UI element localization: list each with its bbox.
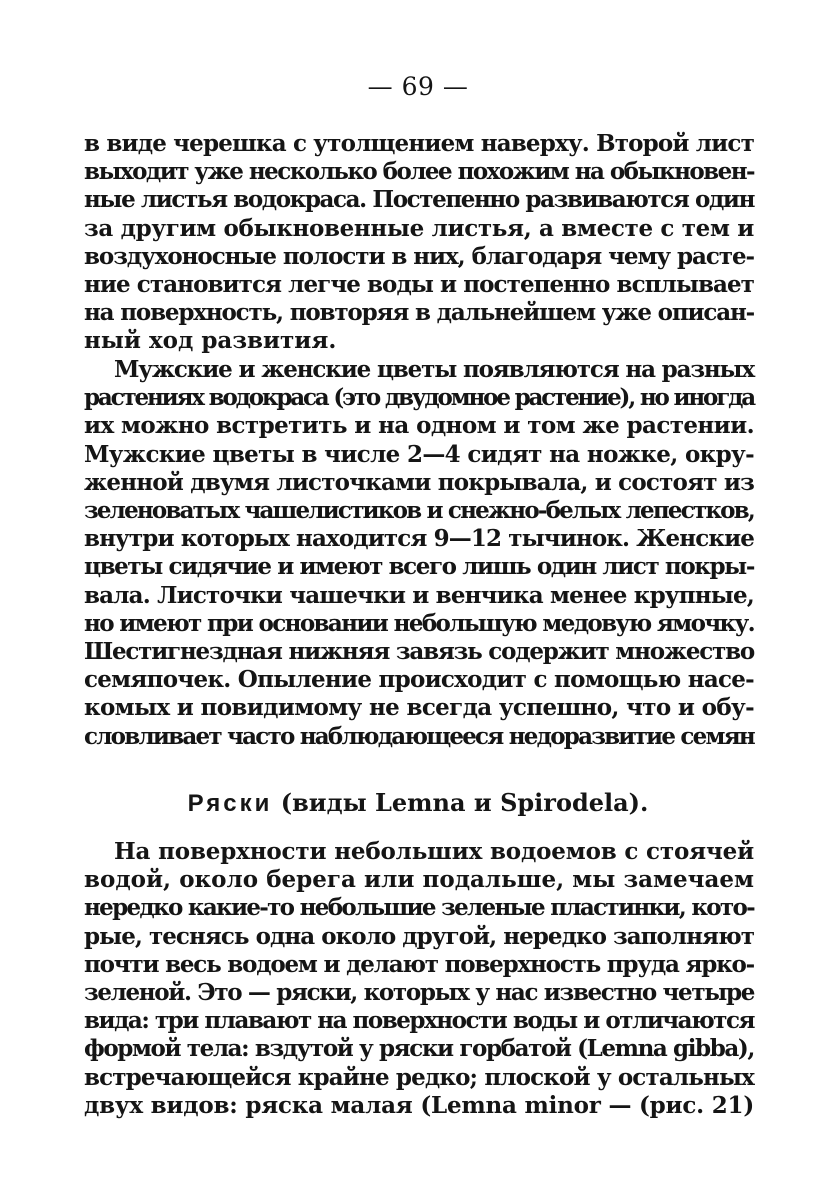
text-line: семяпочек. Опыление происходит с помощью насе- [84, 666, 754, 694]
section-heading-main: Ряски [187, 790, 273, 817]
text-line: двух видов: ряска малая (Lemna minor — (рис. 21) [84, 1091, 754, 1119]
text-line: почти весь водоем и делают поверхность пруда ярко- [84, 950, 755, 978]
text-line: за другим обыкновенные листья, а вместе с тем и [84, 214, 754, 242]
text-line: комых и повидимому не всегда успешно, что и обу- [84, 694, 754, 722]
text-line: нередко какие-то небольшие зеленые пластинки, кото- [84, 894, 754, 922]
text-line: зеленой. Это — ряски, которых у нас известно четыре [84, 979, 754, 1007]
text-line: встречающейся крайне редко; плоской у остальных [84, 1063, 754, 1091]
text-line: водой, около берега или подальше, мы замечаем [84, 866, 754, 894]
paragraph-1 [84, 130, 754, 356]
text-line: выходит уже несколько более похожим на обыкновен- [84, 158, 754, 186]
text-line: в виде черешка с утолщением наверху. Второй лист [84, 130, 754, 157]
text-line: цветы сидячие и имеют всего лишь один лист покры- [84, 553, 754, 581]
text-line: внутри которых находится 9—12 тычинок. Женские [84, 525, 754, 553]
text-line: Шестигнездная нижняя завязь содержит множество [84, 638, 754, 666]
text-line: воздухоносные полости в них, благодаря чему расте- [84, 242, 754, 270]
text-line: Мужские и женские цветы появляются на разных [114, 356, 754, 383]
text-line: формой тела: вздутой у ряски горбатой (Lemna gibba), [84, 1035, 754, 1063]
text-line: словливает часто наблюдающееся недоразвитие семян [84, 722, 754, 750]
text-line: женной двумя листочками покрывала, и состоят из [84, 468, 754, 496]
section-heading-rest: (виды Lemna и Spirodela). [272, 788, 649, 817]
paragraph-3 [84, 838, 754, 1120]
text-line: зеленоватых чашелистиков и снежно-белых лепестков, [84, 497, 754, 525]
text-line: их можно встретить и на одном и том же растении. [84, 412, 755, 440]
text-line: вала. Листочки чашечки и венчика менее крупные, [84, 581, 754, 609]
text-line: но имеют при основании небольшую медовую ямочку. [84, 609, 754, 637]
text-line: рые, теснясь одна около другой, нередко заполняют [84, 922, 754, 950]
text-line: На поверхности небольших водоемов с стоячей [114, 838, 754, 865]
text-line: ный ход развития. [84, 327, 337, 355]
page-number: — 69 — [367, 72, 469, 101]
text-line: вида: три плавают на поверхности воды и отличаются [84, 1007, 754, 1035]
text-line: на поверхность, повторяя в дальнейшем уже описан- [84, 299, 754, 327]
text-line: ные листья водокраса. Постепенно развиваются один [84, 186, 754, 214]
paragraph-2 [84, 356, 754, 751]
text-line: ние становится легче воды и постепенно всплывает [84, 271, 754, 299]
text-line: Мужские цветы в числе 2—4 сидят на ножке, окру- [84, 440, 754, 468]
section-heading [0, 787, 836, 820]
text-line: растениях водокраса (это двудомное растение), но иногда [84, 384, 754, 412]
